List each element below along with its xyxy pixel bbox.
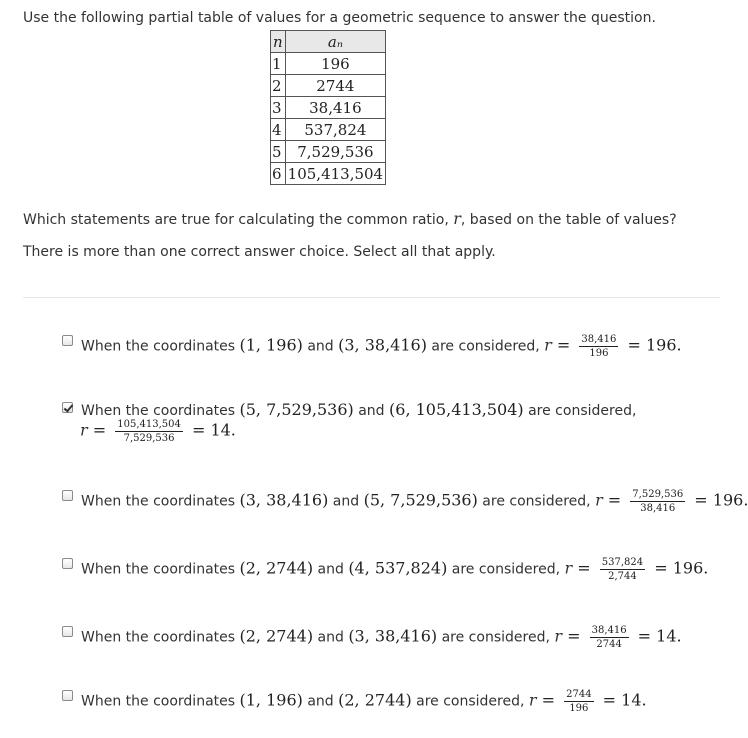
checkbox[interactable]	[62, 626, 73, 637]
intro-text: Use the following partial table of values for a geometric sequence to answer the question.	[23, 10, 656, 26]
option-statement: When the coordinates (1, 196) and (3, 38,416) are considered, r = $\frac{38,416}{196}$ = 196.	[81, 334, 682, 359]
fraction: $\frac{2744}{196}$	[566, 689, 592, 714]
table-row	[271, 119, 386, 141]
table-row	[271, 75, 386, 97]
cell-n: 4	[271, 119, 286, 141]
cell-n: 6	[271, 163, 286, 185]
question-text: Which statements are true for calculating the common ratio, r, based on the table of values?	[23, 209, 677, 228]
cell-an: 196	[285, 53, 385, 75]
checkbox[interactable]	[62, 335, 73, 346]
cell-n: 5	[271, 141, 286, 163]
option-statement: When the coordinates (3, 38,416) and (5, 7,529,536) are considered, r = $\frac{7,529,536}{38,416}$ = 196.	[81, 489, 748, 514]
col-an-header: aₙ	[285, 31, 385, 53]
fraction: $\frac{537,824}{2,744}$	[601, 557, 644, 582]
cell-n: 3	[271, 97, 286, 119]
option-statement: When the coordinates (5, 7,529,536) and (6, 105,413,504) are considered,	[81, 400, 637, 419]
cell-an: 38,416	[285, 97, 385, 119]
option-statement: When the coordinates (2, 2744) and (4, 537,824) are considered, r = $\frac{537,824}{2,744}$ = 196.	[81, 557, 709, 582]
checkbox-checked[interactable]	[62, 402, 73, 413]
table-row	[271, 163, 386, 185]
fraction: $\frac{7,529,536}{38,416}$	[632, 489, 684, 514]
option-statement: When the coordinates (2, 2744) and (3, 38,416) are considered, r = $\frac{38,416}{2744}$ = 14.	[81, 625, 682, 650]
table-row	[271, 97, 386, 119]
cell-an: 2744	[285, 75, 385, 97]
fraction: $\frac{38,416}{2744}$	[591, 625, 627, 650]
table-row	[271, 53, 386, 75]
fraction: $\frac{38,416}{196}$	[581, 334, 617, 359]
cell-n: 1	[271, 53, 286, 75]
values-table	[270, 30, 386, 185]
divider	[23, 297, 720, 298]
cell-an: 7,529,536	[285, 141, 385, 163]
table-header-row	[271, 31, 386, 53]
cell-n: 2	[271, 75, 286, 97]
checkbox[interactable]	[62, 490, 73, 501]
option-statement-continued: r = $\frac{105,413,504}{7,529,536}$ = 14.	[80, 419, 236, 444]
fraction: $\frac{105,413,504}{7,529,536}$	[117, 419, 181, 444]
instruction-text: There is more than one correct answer choice. Select all that apply.	[23, 244, 496, 260]
col-n-header: n	[271, 31, 286, 53]
checkbox[interactable]	[62, 558, 73, 569]
cell-an: 105,413,504	[285, 163, 385, 185]
table-row	[271, 141, 386, 163]
option-statement: When the coordinates (1, 196) and (2, 2744) are considered, r = $\frac{2744}{196}$ = 14.	[81, 689, 647, 714]
cell-an: 537,824	[285, 119, 385, 141]
checkbox[interactable]	[62, 690, 73, 701]
